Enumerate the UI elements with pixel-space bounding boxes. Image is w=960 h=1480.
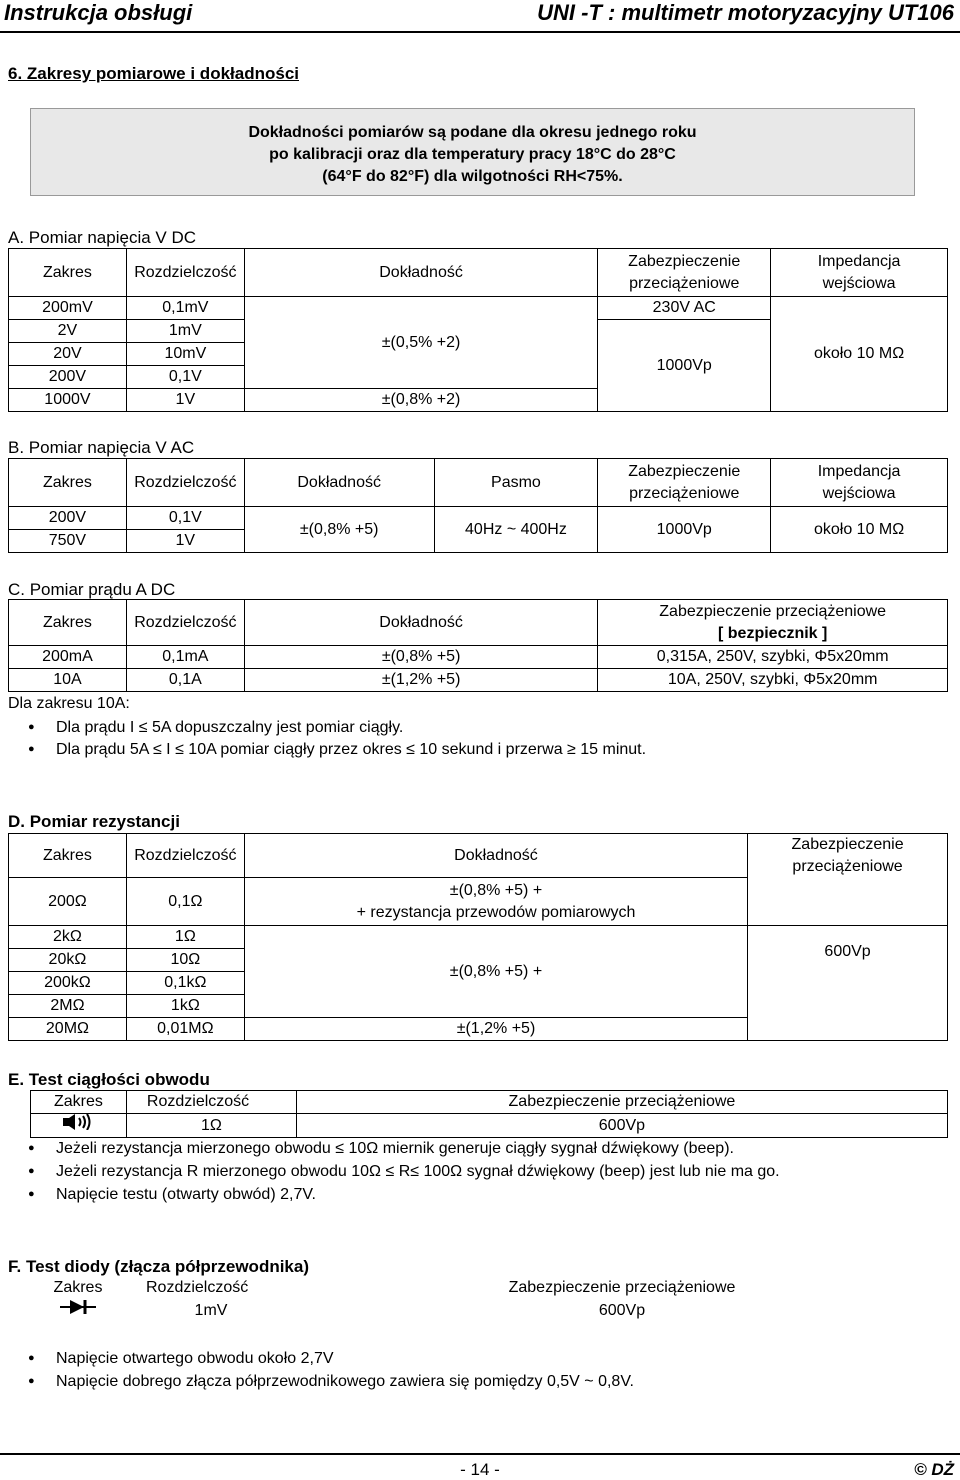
header-text: Zabezpieczenie <box>628 252 741 270</box>
header-cell: Zakres <box>9 834 127 878</box>
table-cell: 10Ω <box>126 949 244 972</box>
header-cell: Dokładność <box>244 834 747 878</box>
header-divider <box>0 31 960 33</box>
table-cell: około 10 MΩ <box>771 507 948 553</box>
bullet-text: Jeżeli rezystancja mierzonego obwodu ≤ 10Ω miernik generuje ciągły sygnał dźwiękowy (beep). <box>56 1140 734 1157</box>
page-header <box>0 0 960 30</box>
list-item <box>28 1373 634 1391</box>
note-line-2: po kalibracji oraz dla temperatury pracy 18°C do 28°C <box>269 146 676 163</box>
note-line-3: (64°F do 82°F) dla wilgotności RH<75%. <box>322 168 623 185</box>
header-cell: Zabezpieczenie przeciążeniowe <box>508 1279 736 1296</box>
header-cell: Zakres <box>31 1091 127 1114</box>
header-cell <box>748 834 948 926</box>
header-cell: Zakres <box>9 459 127 507</box>
page-number: - 14 - <box>460 1460 500 1479</box>
table-cell: 1Ω <box>126 926 244 949</box>
table-cell: 600Vp <box>748 926 948 1041</box>
table-resistance <box>8 833 948 1041</box>
header-cell: Rozdzielczość <box>126 459 244 507</box>
section-f-title: F. Test diody (złącza półprzewodnika) <box>8 1257 310 1276</box>
table-cell: 0,1A <box>126 669 244 692</box>
table-diode <box>30 1277 948 1322</box>
header-text: wejściowa <box>822 274 896 292</box>
table-cell: 1000V <box>9 389 127 412</box>
header-text: Zabezpieczenie <box>628 462 741 480</box>
header-cell <box>598 459 771 507</box>
header-text: przeciążeniowe <box>792 858 903 875</box>
table-cell <box>244 878 747 926</box>
header-right: UNI -T : multimetr motoryzacyjny UT106 <box>537 0 954 25</box>
footer-author: © DŻ <box>914 1460 954 1479</box>
table-cell: 0,1kΩ <box>126 972 244 995</box>
bullet-text: Napięcie dobrego złącza półprzewodnikowego zawiera się pomiędzy 0,5V ~ 0,8V. <box>56 1373 634 1390</box>
table-cell: 2kΩ <box>9 926 127 949</box>
list-item <box>28 1186 316 1204</box>
table-cell: 200kΩ <box>9 972 127 995</box>
table-cell: 0,01MΩ <box>126 1018 244 1041</box>
section-e-title: E. Test ciągłości obwodu <box>8 1070 210 1089</box>
table-cell: ±(1,2% +5) <box>244 1018 747 1041</box>
table-cell: 20V <box>9 343 127 366</box>
header-text: [ bezpiecznik ] <box>718 624 828 642</box>
table-cell: 10mV <box>126 343 244 366</box>
header-cell: Rozdzielczość <box>126 600 244 646</box>
header-cell: Rozdzielczość <box>126 1091 296 1114</box>
bullet-text: Dla prądu I ≤ 5A dopuszczalny jest pomiar ciągły. <box>56 719 404 736</box>
section-b-title: B. Pomiar napięcia V AC <box>8 438 195 457</box>
list-item <box>28 1163 780 1181</box>
table-cell <box>31 1114 127 1138</box>
table-cell: 600Vp <box>598 1301 646 1319</box>
bullet-text: Napięcie testu (otwarty obwód) 2,7V. <box>56 1186 316 1203</box>
table-cell: 0,1mA <box>126 646 244 669</box>
table-cell: 600Vp <box>296 1114 947 1138</box>
note-line-1: Dokładności pomiarów są podane dla okresu jednego roku <box>248 124 697 141</box>
bullet-text: Jeżeli rezystancja R mierzonego obwodu 10Ω ≤ R≤ 100Ω sygnał dźwiękowy (beep) jest lub nie ma go. <box>56 1163 780 1180</box>
table-cell <box>30 1299 126 1322</box>
header-cell: Rozdzielczość <box>126 834 244 878</box>
diode-icon <box>60 1299 96 1315</box>
table-cell: około 10 MΩ <box>771 297 948 412</box>
table-cell: ±(0,8% +5) <box>244 646 598 669</box>
table-cell: 10A <box>9 669 127 692</box>
table-cell: 0,1V <box>126 366 244 389</box>
header-text: Impedancja <box>817 252 901 270</box>
table-cell: 10A, 250V, szybki, Φ5x20mm <box>598 669 948 692</box>
table-cell: 2V <box>9 320 127 343</box>
section-c-title: C. Pomiar prądu A DC <box>8 580 176 599</box>
table-cell: ±(0,5% +2) <box>244 297 597 389</box>
table-vac <box>8 458 948 553</box>
header-cell: Dokładność <box>244 459 434 507</box>
table-continuity <box>30 1090 948 1138</box>
list-item <box>28 1350 334 1368</box>
table-cell: 200V <box>9 507 127 530</box>
table-cell: 200V <box>9 366 127 389</box>
bullet-text: Dla prądu 5A ≤ I ≤ 10A pomiar ciągły przez okres ≤ 10 sekund i przerwa ≥ 15 minut. <box>56 741 647 758</box>
table-cell: 1mV <box>126 320 244 343</box>
table-cell: 40Hz ~ 400Hz <box>434 507 598 553</box>
table-cell: 2MΩ <box>9 995 127 1018</box>
cell-text: + rezystancja przewodów pomiarowych <box>356 903 636 921</box>
table-cell: 1000Vp <box>598 320 771 412</box>
table-cell: 750V <box>9 530 127 553</box>
header-text: Zabezpieczenie przeciążeniowe <box>659 602 887 620</box>
table-adc <box>8 599 948 692</box>
header-cell: Dokładność <box>244 600 598 646</box>
buzzer-icon <box>61 1114 95 1130</box>
table-cell: 200mA <box>9 646 127 669</box>
table-cell: ±(0,8% +5) + <box>244 926 747 1018</box>
table-cell: ±(0,8% +2) <box>244 389 597 412</box>
c-note-title: Dla zakresu 10A: <box>8 695 130 712</box>
table-cell: 0,315A, 250V, szybki, Φ5x20mm <box>598 646 948 669</box>
table-cell: ±(1,2% +5) <box>244 669 598 692</box>
table-cell: ±(0,8% +5) <box>244 507 434 553</box>
table-cell: 0,1V <box>126 507 244 530</box>
header-cell: Rozdzielczość <box>126 249 244 297</box>
table-cell: 20MΩ <box>9 1018 127 1041</box>
header-cell: Zabezpieczenie przeciążeniowe <box>296 1091 947 1114</box>
header-text: wejściowa <box>822 484 896 502</box>
section-d-title: D. Pomiar rezystancji <box>8 812 180 831</box>
table-cell: 1mV <box>194 1301 228 1319</box>
header-cell: Zakres <box>9 249 127 297</box>
list-item <box>28 1140 734 1158</box>
accuracy-note <box>30 108 915 196</box>
table-cell: 1Ω <box>126 1114 296 1138</box>
table-cell: 0,1mV <box>126 297 244 320</box>
table-cell: 200mV <box>9 297 127 320</box>
header-cell <box>598 249 771 297</box>
table-vdc <box>8 248 948 412</box>
table-cell: 1V <box>126 389 244 412</box>
table-cell: 0,1Ω <box>126 878 244 926</box>
header-left: Instrukcja obsługi <box>4 0 193 25</box>
header-text: przeciążeniowe <box>629 274 740 292</box>
footer-divider <box>0 1453 960 1455</box>
table-cell: 20kΩ <box>9 949 127 972</box>
header-cell: Zakres <box>9 600 127 646</box>
header-text: Zabezpieczenie <box>791 836 904 853</box>
header-cell: Zakres <box>53 1279 103 1296</box>
table-cell: 200Ω <box>9 878 127 926</box>
list-item <box>28 719 403 737</box>
table-cell: 1000Vp <box>598 507 771 553</box>
table-cell: 230V AC <box>598 297 771 320</box>
section-a-title: A. Pomiar napięcia V DC <box>8 228 197 247</box>
header-cell <box>771 459 948 507</box>
header-cell <box>598 600 948 646</box>
bullet-text: Napięcie otwartego obwodu około 2,7V <box>56 1350 334 1367</box>
cell-text: ±(0,8% +5) + <box>449 881 543 899</box>
list-item <box>28 741 646 759</box>
header-cell: Dokładność <box>244 249 597 297</box>
header-text: przeciążeniowe <box>629 484 740 502</box>
section-title: 6. Zakresy pomiarowe i dokładności <box>8 64 299 83</box>
header-text: Impedancja <box>817 462 901 480</box>
header-cell <box>771 249 948 297</box>
table-cell: 1V <box>126 530 244 553</box>
header-cell: Pasmo <box>434 459 598 507</box>
header-cell: Rozdzielczość <box>146 1279 249 1296</box>
table-cell: 1kΩ <box>126 995 244 1018</box>
